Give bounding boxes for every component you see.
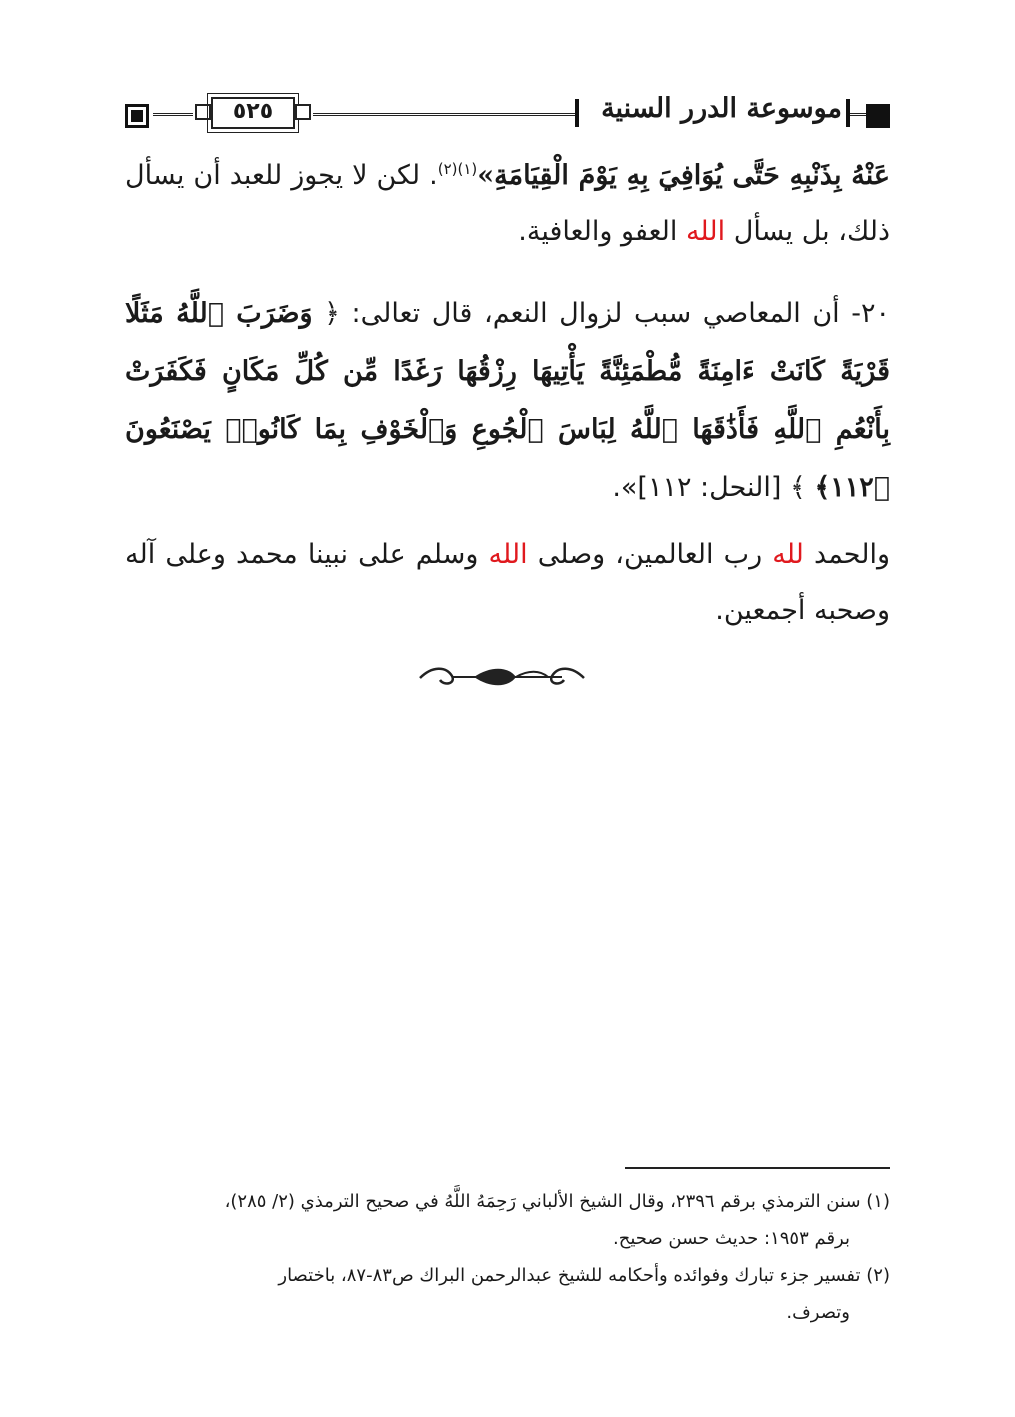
paragraph-text: رب العالمين، وصلى — [537, 539, 763, 570]
section-end-ornament-icon — [412, 664, 592, 690]
header-rule-left — [153, 113, 193, 116]
divine-name: لله — [772, 539, 804, 570]
header-divider-tick — [575, 99, 579, 127]
page-number-frame — [193, 95, 313, 131]
footnote-number: (١) — [866, 1191, 890, 1212]
header-rule-middle — [313, 113, 575, 116]
footnote-text: سنن الترمذي برقم ٢٣٩٦، وقال الشيخ الألباني رَحِمَهُ اللَّهُ في صحيح الترمذي (٢/ ٢٨٥)، — [224, 1191, 861, 1212]
divine-name: الله — [685, 216, 726, 247]
verse-reference: [النحل: ١١٢]». — [612, 472, 782, 503]
header-left-square-ornament — [125, 104, 149, 128]
book-title: موسوعة الدرر السنية — [601, 93, 842, 124]
paragraph-hadith-end — [125, 148, 890, 260]
quran-verse: وَضَرَبَ ٱللَّهُ مَثَلًا قَرْيَةً كَانَتْ ءَامِنَةً مُّطْمَئِنَّةً يَأْتِيهَا رِزْقُهَا رَغَدًا مِّن كُلِّ مَكَانٍ فَكَفَرَتْ بِأَنْعُمِ ٱللَّهِ فَأَذَٰقَهَا ٱللَّهُ لِبَاسَ ٱلْجُوعِ وَٱلْخَوْفِ بِمَا كَانُوا۟ يَصْنَعُونَ ﴿١١٢﴾ — [125, 298, 890, 503]
paragraph-point-20 — [125, 285, 890, 517]
footnote-1 — [125, 1183, 890, 1257]
footnote-2 — [125, 1257, 890, 1331]
frame-ornament-icon — [295, 104, 311, 120]
footnote-text: تفسير جزء تبارك وفوائده وأحكامه للشيخ عبدالرحمن البراك ص٨٣-٨٧، باختصار — [278, 1265, 861, 1286]
divine-name: الله — [488, 539, 528, 570]
quran-open-bracket: ﴿ — [324, 298, 340, 329]
page-header — [125, 95, 890, 137]
header-right-square-ornament — [866, 104, 890, 128]
footnote-refs: (١)(٢) — [437, 160, 478, 178]
quran-close-bracket: ﴾ — [790, 472, 806, 503]
paragraph-text: العفو والعافية. — [518, 216, 678, 247]
paragraph-closing-praise — [125, 527, 890, 639]
footnote-separator — [625, 1167, 890, 1169]
paragraph-text: . لكن لا يجوز للعبد أن يسأل ذلك، بل يسأل — [125, 160, 890, 247]
hadith-quote: عَنْهُ بِذَنْبِهِ حَتَّى يُوَافِيَ بِهِ يَوْمَ الْقِيَامَةِ» — [477, 160, 890, 191]
footnote-text-continued: برقم ١٩٥٣: حديث حسن صحيح. — [613, 1228, 850, 1249]
page-number: ٥٢٥ — [232, 99, 274, 124]
header-rule-right — [850, 113, 866, 116]
paragraph-text: والحمد — [814, 539, 890, 570]
footnote-number: (٢) — [866, 1265, 890, 1286]
footnote-text-continued: وتصرف. — [786, 1302, 850, 1323]
paragraph-text: وسلم على نبينا محمد وعلى آله وصحبه أجمعين. — [125, 539, 890, 626]
frame-ornament-icon — [195, 104, 211, 120]
point-intro: ٢٠- أن المعاصي سبب لزوال النعم، قال تعالى: — [351, 298, 890, 329]
